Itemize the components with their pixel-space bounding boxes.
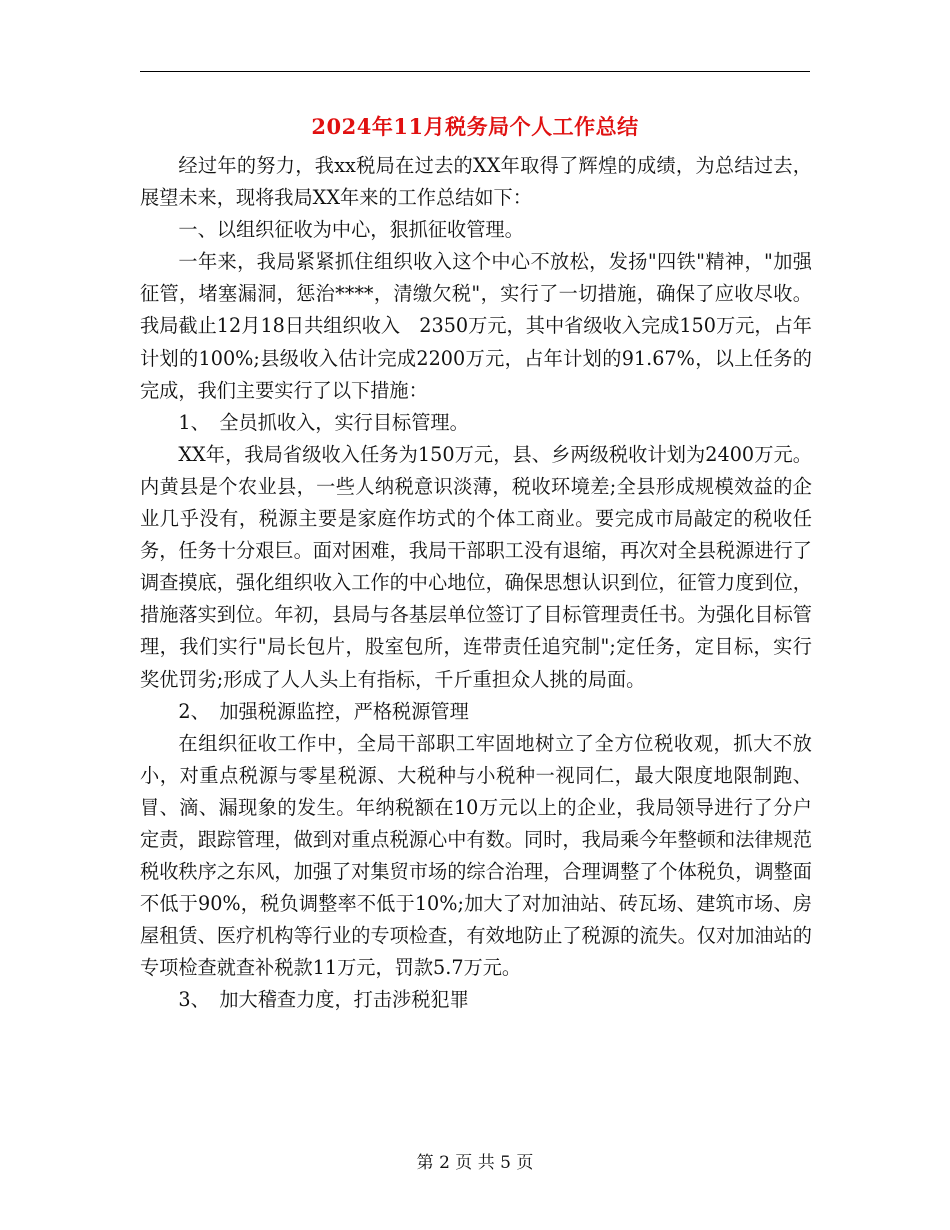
page-footer: 第 2 页 共 5 页 <box>416 1153 534 1173</box>
subsection-heading-2: 2、 加强税源监控，严格税源管理 <box>178 699 469 723</box>
header-rule <box>140 71 810 72</box>
subsection-heading-1: 1、 全员抓收入，实行目标管理。 <box>178 410 469 434</box>
paragraph-tax-source: 在组织征收工作中，全局干部职工牢固地树立了全方位税收观，抓大不放小，对重点税源与零星税源、大税种与小税种一视同仁，最大限度地限制跑、冒、滴、漏现象的发生。年纳税额在10万元以上的企业，我局领导进行了分户定责，跟踪管理，做到对重点税源心中有数。同时，我局乘今年整顿和法律规范税收秩序之东风，加强了对集贸市场的综合治理，合理调整了个体税负，调整面不低于90%，税负调整率不低于10%;加大了对加油站、砖瓦场、建筑市场、房屋租赁、医疗机构等行业的专项检查，有效地防止了税源的流失。仅对加油站的专项检查就查补税款11万元，罚款5.7万元。 <box>140 731 812 980</box>
subsection-heading-3: 3、 加大稽查力度，打击涉税犯罪 <box>178 988 469 1012</box>
document-body <box>140 150 812 1017</box>
section-heading-1: 一、以组织征收为中心，狠抓征收管理。 <box>178 218 524 242</box>
paragraph-collection: 一年来，我局紧紧抓住组织收入这个中心不放松，发扬"四铁"精神，"加强征管，堵塞漏洞，惩治****，清缴欠税"，实行了一切措施，确保了应收尽收。我局截止12月18日共组织收入 2350万元，其中省级收入完成150万元，占年计划的100%;县级收入估计完成2200万元，占年计划的91.67%，以上任务的完成，我们主要实行了以下措施： <box>140 250 812 402</box>
paragraph-intro: 经过年的努力，我xx税局在过去的XX年取得了辉煌的成绩，为总结过去，展望未来，现将我局XX年来的工作总结如下： <box>140 154 812 210</box>
document-title: 2024年11月税务局个人工作总结 <box>311 114 639 139</box>
paragraph-target-management: XX年，我局省级收入任务为150万元，县、乡两级税收计划为2400万元。内黄县是个农业县，一些人纳税意识淡薄，税收环境差;全县形成规模效益的企业几乎没有，税源主要是家庭作坊式的个体工商业。要完成市局敲定的税收任务，任务十分艰巨。面对困难，我局干部职工没有退缩，再次对全县税源进行了调查摸底，强化组织收入工作的中心地位，确保思想认识到位，征管力度到位，措施落实到位。年初，县局与各基层单位签订了目标管理责任书。为强化目标管理，我们实行"局长包片，股室包所，连带责任追究制";定任务，定目标，实行奖优罚劣;形成了人人头上有指标，千斤重担众人挑的局面。 <box>140 442 812 691</box>
